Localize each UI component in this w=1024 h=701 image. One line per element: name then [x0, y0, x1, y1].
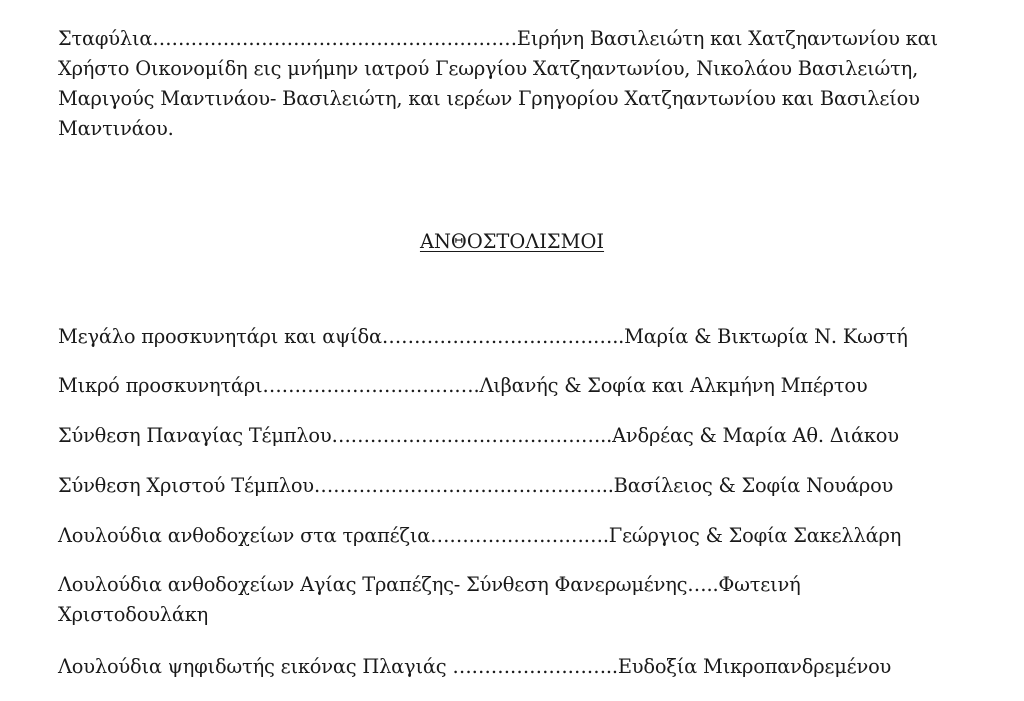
list-item: Σύνθεση Χριστού Τέμπλου………………………………………..Βασίλειος & Σοφία Νουάρου	[58, 474, 894, 497]
list-item: Μεγάλο προσκυνητάρι και αψίδα………………………………..Μαρία & Βικτωρία Ν. Κωστή	[58, 325, 908, 348]
list-item: Λουλούδια ανθοδοχείων στα τραπέζια……………………….Γεώργιος & Σοφία Σακελλάρη	[58, 524, 902, 547]
list-item: Μικρό προσκυνητάρι…………………………….Λιβανής & Σοφία και Αλκμήνη Μπέρτου	[58, 374, 868, 397]
list-item: Λουλούδια ψηφιδωτής εικόνας Πλαγιάς ……………………..Ευδοξία Μικροπανδρεμένου	[58, 655, 892, 678]
section-heading-text: ΑΝΘΟΣΤΟΛΙΣΜΟΙ	[419, 230, 605, 253]
list-item: Λουλούδια ανθοδοχείων Αγίας Τραπέζης- Σύνθεση Φανερωμένης…..Φωτεινή Χριστοδουλάκη	[58, 573, 801, 626]
section-heading	[0, 227, 1024, 257]
intro-paragraph: Σταφύλια…………………………………………………Ειρήνη Βασιλειώτη και Χατζηαντωνίου και Χρήστο Οικονομίδη εις μνήμην ιατρού Γεωργίου Χατζηαντωνίου, Νικολάου Βασιλειώτη, Μαριγούς Μαντινάου- Βασιλειώτη, και ιερέων Γρηγορίου Χατζηαντωνίου και Βασιλείου Μαντινάου.	[58, 27, 938, 140]
list-item: Σύνθεση Παναγίας Τέμπλου……………………………………..Ανδρέας & Μαρία Αθ. Διάκου	[58, 424, 899, 447]
